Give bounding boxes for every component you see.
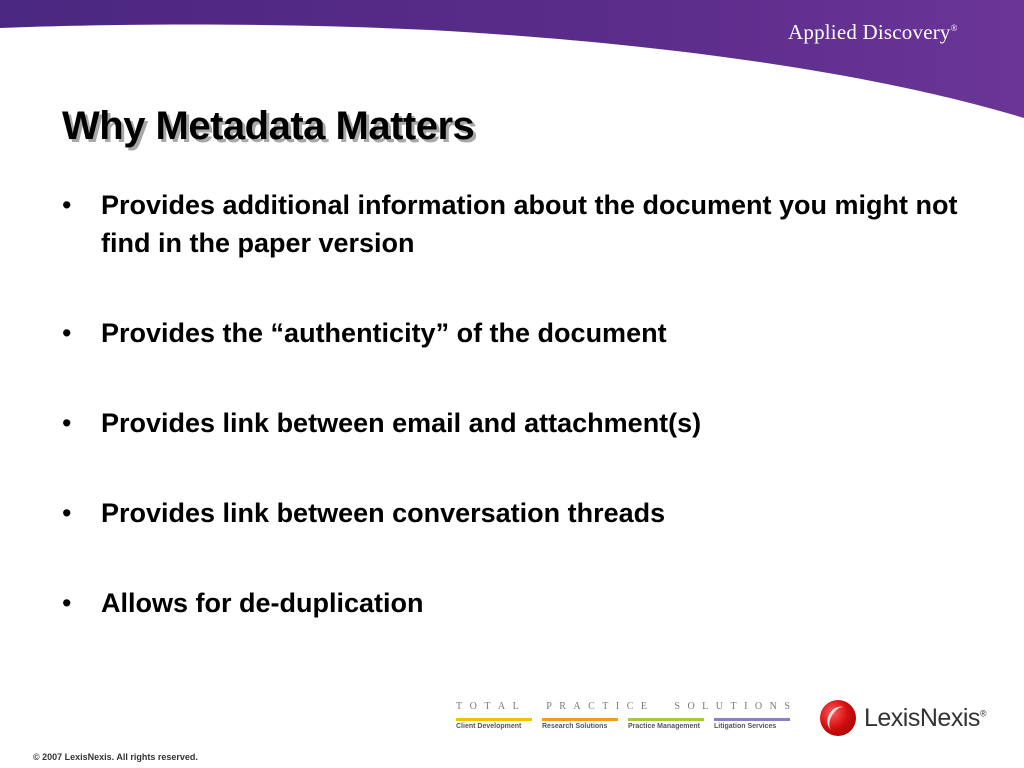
tps-heading-letter: C xyxy=(626,701,634,712)
tps-color-bar xyxy=(456,718,532,721)
bullet-dot: • xyxy=(62,408,72,438)
bullet-item xyxy=(62,314,962,352)
tps-color-bar xyxy=(628,718,704,721)
bullet-text: Provides link between conversation threads xyxy=(101,498,666,528)
tps-heading-letter: I xyxy=(744,701,748,712)
bullet-dot: • xyxy=(62,498,72,528)
tps-item-label: Research Solutions xyxy=(542,723,608,730)
bullet-dot: • xyxy=(62,588,72,618)
bullet-text: Provides link between email and attachment(s) xyxy=(101,408,702,438)
copyright-notice: © 2007 LexisNexis. All rights reserved. xyxy=(33,752,198,762)
bullet-item xyxy=(62,584,962,622)
applied-discovery-logo xyxy=(788,20,958,45)
bullet-text: Provides the “authenticity” of the document xyxy=(101,318,667,348)
tps-heading-letter: E xyxy=(640,701,647,712)
tps-heading-letter xyxy=(654,701,657,712)
tps-color-bar xyxy=(714,718,790,721)
tps-color-bar xyxy=(542,718,618,721)
tps-heading-letter: R xyxy=(559,701,566,712)
tps-heading-letter: O xyxy=(687,701,695,712)
tps-heading-letter: N xyxy=(769,701,777,712)
tps-heading-letter: T xyxy=(730,701,737,712)
tps-heading-letter: T xyxy=(484,701,491,712)
tps-heading-letter xyxy=(526,701,529,712)
brand-registered-mark: ® xyxy=(950,23,958,33)
brand-name: Applied Discovery xyxy=(788,20,951,44)
lexisnexis-name: LexisNexis xyxy=(864,703,980,732)
tps-item-label: Litigation Services xyxy=(714,723,777,730)
bullet-text: Provides additional information about the document you might not find in the paper version xyxy=(101,190,958,258)
tps-heading-letter: C xyxy=(588,701,595,712)
bullet-dot: • xyxy=(62,190,72,220)
bullet-item xyxy=(62,494,962,532)
tps-heading-letter: A xyxy=(573,701,581,712)
bullet-dot: • xyxy=(62,318,72,348)
lexisnexis-sphere-icon xyxy=(820,700,856,736)
bullet-item xyxy=(62,404,962,442)
tps-item-litigation-services xyxy=(714,718,790,730)
tps-heading-letter: P xyxy=(546,701,552,712)
lexisnexis-logo xyxy=(820,700,986,736)
tps-heading-letter: S xyxy=(674,701,680,712)
tps-heading-letter: I xyxy=(615,701,620,712)
tps-heading-letter: L xyxy=(702,701,709,712)
tps-heading-letter: T xyxy=(602,701,609,712)
bullet-item xyxy=(62,186,962,262)
tps-heading-letter: O xyxy=(469,701,477,712)
tps-item-practice-management xyxy=(628,718,704,730)
tps-item-research-solutions xyxy=(542,718,618,730)
bullet-list xyxy=(62,186,962,674)
tps-heading-letter: T xyxy=(456,701,463,712)
tps-heading-letter: U xyxy=(715,701,723,712)
tps-heading-letter: O xyxy=(754,701,763,712)
tps-heading-letter xyxy=(664,701,667,712)
tps-item-client-development xyxy=(456,718,532,730)
tps-heading-letter: L xyxy=(512,701,519,712)
tps-heading-letter: S xyxy=(784,701,790,712)
lexisnexis-wordmark xyxy=(864,704,986,733)
lexisnexis-registered-mark: ® xyxy=(979,708,987,719)
tps-item-label: Client Development xyxy=(456,723,522,730)
tps-heading xyxy=(456,701,790,712)
bullet-text: Allows for de-duplication xyxy=(101,588,424,618)
tps-heading-letter xyxy=(536,701,539,712)
slide-title: Why Metadata Matters xyxy=(62,104,475,148)
tps-item-label: Practice Management xyxy=(628,723,700,730)
tps-heading-letter: A xyxy=(497,701,506,712)
total-practice-solutions-logo xyxy=(456,701,790,730)
